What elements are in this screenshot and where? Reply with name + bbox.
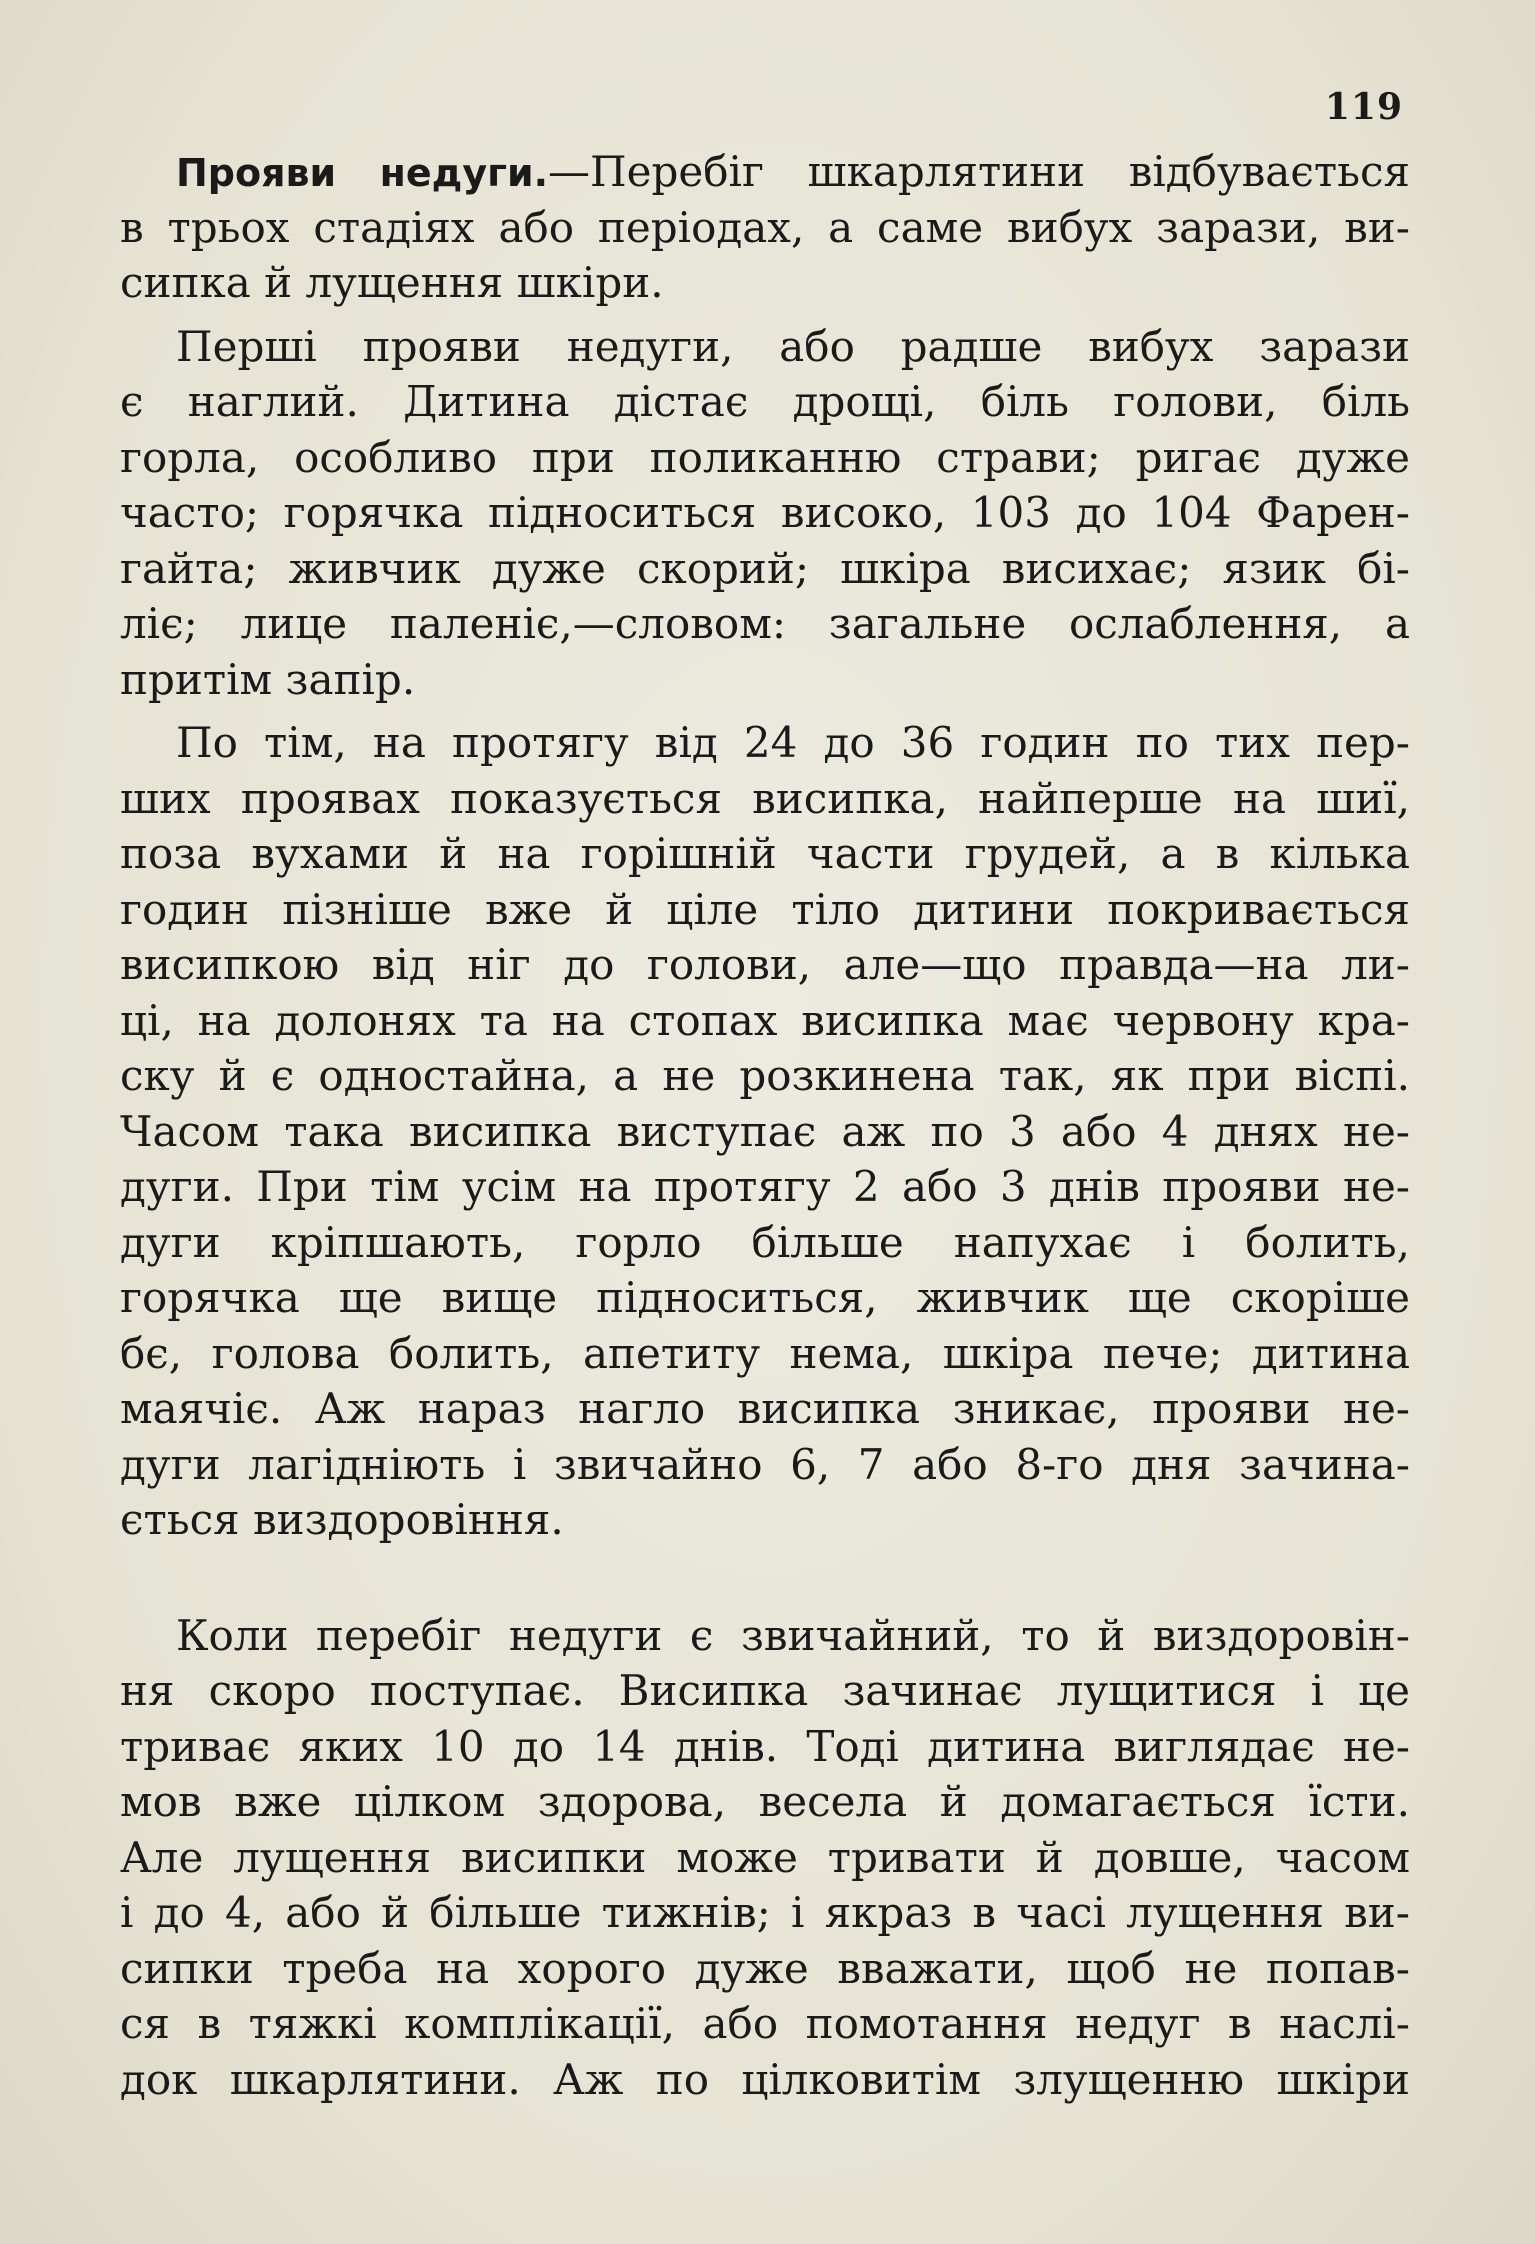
text-line: дуги кріпшають, горло більше напухає і болить, [120,1217,1410,1267]
paragraph-2 [120,319,1410,708]
text-line: дуги. При тім усім на протягу 2 або 3 днів прояви не- [120,1162,1410,1211]
text-line: є наглий. Дитина дістає дрощі, біль голови, біль [120,377,1410,426]
text-line: ня скоро поступає. Висипка зачинає лущитися і це [120,1666,1410,1715]
text-line: бє, голова болить, апетиту нема, шкіра пече; дитина [120,1328,1410,1378]
text-line: гайта; живчик дуже скорий; шкіра висихає; язик бі- [120,543,1410,593]
text-line: По тім, на протягу від 24 до 36 годин по тих пер- [176,718,1410,767]
paragraph-gap [120,1548,1410,1608]
text-line: горячка ще вище підноситься, живчик ще скоріше [120,1273,1410,1322]
text-line: висипкою від ніг до голови, але—що правда—на ли- [120,940,1410,989]
text-line-content: —Перебіг шкарлятини відбувається [548,147,1410,196]
text-line: поза вухами й на горішній части грудей, а в кілька [120,829,1410,878]
text-line: сипки треба на хорого дуже вважати, щоб не попав- [120,1943,1410,1993]
text-line: дуги лагідніють і звичайно 6, 7 або 8-го дня зачина- [120,1439,1410,1489]
text-line: ших проявах показується висипка, найперше на шиї, [120,773,1410,823]
page-number: 119 [1324,86,1403,128]
paragraph-3 [120,715,1410,1548]
text-line: ється виздоровіння. [120,1495,564,1544]
paragraph-4 [120,1608,1410,2108]
text-line: годин пізніше вже й ціле тіло дитини покривається [120,884,1410,934]
text-line: сипка й лущення шкіри. [120,258,664,307]
text-line: док шкарлятини. Аж по цілковитім злущенню шкіри [120,2054,1410,2104]
text-line: Але лущення висипки може тривати й довше, часом [120,1832,1410,1882]
text-line: в трьох стадіях або періодах, а саме вибух зарази, ви- [120,202,1410,252]
text-line: ці, на долонях та на стопах висипка має червону кра- [120,995,1410,1045]
text-line: ліє; лице паленіє,—словом: загальне ослаблення, а [120,599,1410,648]
text-line [120,144,1410,200]
text-line: триває яких 10 до 14 днів. Тоді дитина виглядає не- [120,1721,1410,1771]
text-line: мов вже цілком здорова, весела й домагається їсти. [120,1777,1410,1826]
paragraph-1 [120,144,1410,311]
text-line: Перші прояви недуги, або радше вибух зарази [176,321,1410,371]
body-text [120,144,1410,2107]
text-line: притім запір. [120,654,416,704]
text-line: Коли перебіг недуги є звичайний, то й виздоровін- [176,1610,1410,1660]
text-line: ся в тяжкі комплікації, або помотання недуг в наслі- [120,1999,1410,2048]
text-line: Часом така висипка виступає аж по 3 або 4 днях не- [120,1106,1410,1156]
section-heading: Прояви недуги. [176,151,549,195]
text-line: і до 4, або й більше тижнів; і якраз в часі лущення ви- [120,1888,1410,1937]
text-line: ску й є одностайна, а не розкинена так, як при віспі. [120,1051,1410,1100]
text-line: горла, особливо при поликанню страви; ригає дуже [120,432,1410,482]
text-line: маячіє. Аж нараз нагло висипка зникає, прояви не- [120,1384,1410,1433]
text-line: часто; горячка підноситься високо, 103 до 104 Фарен- [120,488,1410,537]
